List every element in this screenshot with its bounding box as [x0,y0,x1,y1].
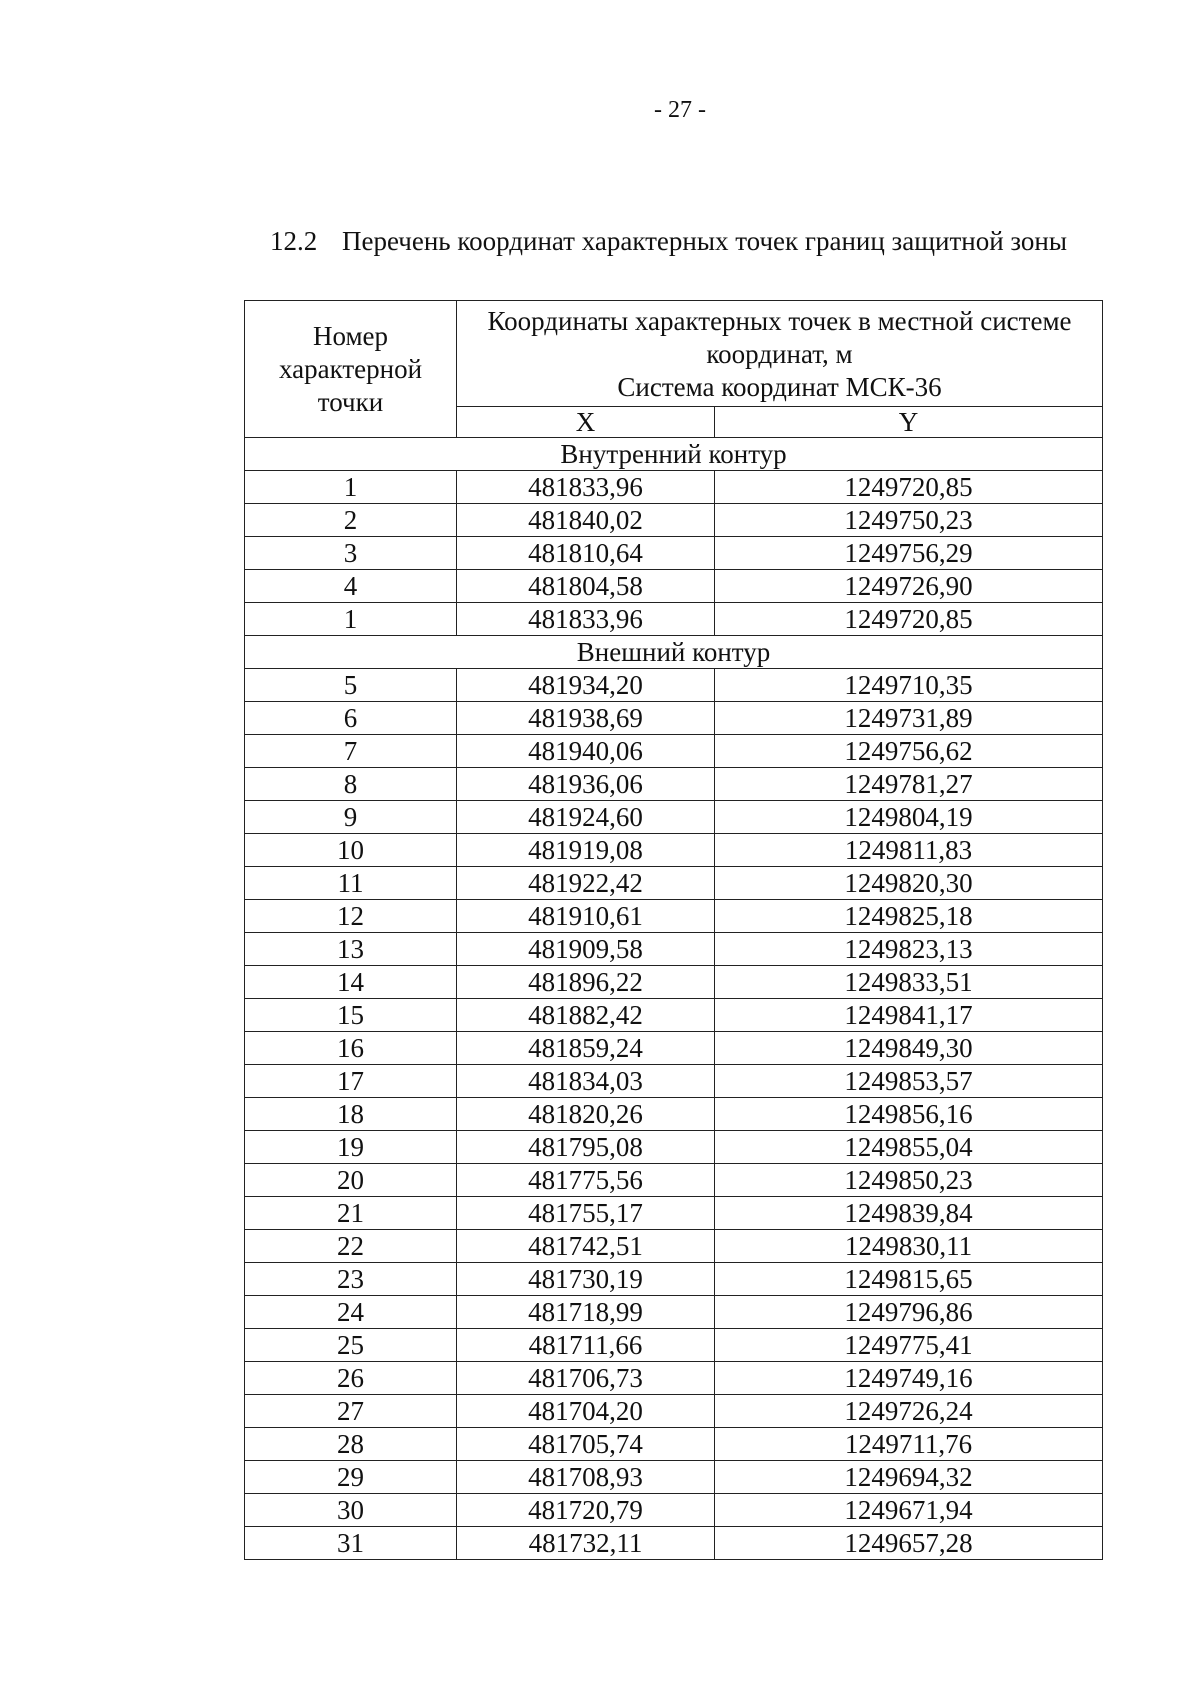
point-number-cell: 21 [245,1197,457,1230]
y-coordinate-cell: 1249726,24 [715,1395,1103,1428]
x-coordinate-cell: 481910,61 [457,900,715,933]
x-coordinate-cell: 481810,64 [457,537,715,570]
x-coordinate-cell: 481840,02 [457,504,715,537]
table-row [245,537,1103,570]
point-number-cell: 27 [245,1395,457,1428]
table-row [245,900,1103,933]
y-coordinate-cell: 1249823,13 [715,933,1103,966]
table-row [245,1098,1103,1131]
section-title: Перечень координат характерных точек границ защитной зоны [342,226,1067,256]
y-coordinate-cell: 1249756,62 [715,735,1103,768]
y-coordinate-cell: 1249850,23 [715,1164,1103,1197]
x-coordinate-cell: 481718,99 [457,1296,715,1329]
table-row [245,570,1103,603]
point-header-line: Номер [312,320,389,351]
y-coordinate-cell: 1249811,83 [715,834,1103,867]
x-coordinate-cell: 481730,19 [457,1263,715,1296]
point-number-cell: 3 [245,537,457,570]
point-number-cell: 20 [245,1164,457,1197]
y-coordinate-cell: 1249749,16 [715,1362,1103,1395]
point-number-cell: 24 [245,1296,457,1329]
section-row [245,438,1103,471]
point-number-cell: 12 [245,900,457,933]
point-number-cell: 13 [245,933,457,966]
section-row [245,636,1103,669]
point-number-cell: 8 [245,768,457,801]
table-row [245,1395,1103,1428]
x-coordinate-cell: 481742,51 [457,1230,715,1263]
y-coordinate-cell: 1249731,89 [715,702,1103,735]
point-number-cell: 22 [245,1230,457,1263]
point-number-cell: 5 [245,669,457,702]
table-row [245,1032,1103,1065]
x-coordinate-cell: 481755,17 [457,1197,715,1230]
y-coordinate-cell: 1249820,30 [715,867,1103,900]
section-number: 12.2 [270,226,318,256]
x-coordinate-cell: 481909,58 [457,933,715,966]
x-coordinate-cell: 481804,58 [457,570,715,603]
y-coordinate-cell: 1249855,04 [715,1131,1103,1164]
table-row [245,933,1103,966]
table-row [245,1263,1103,1296]
y-coordinate-cell: 1249750,23 [715,504,1103,537]
x-coordinate-cell: 481711,66 [457,1329,715,1362]
point-number-cell: 29 [245,1461,457,1494]
y-coordinate-cell: 1249781,27 [715,768,1103,801]
x-coordinate-cell: 481922,42 [457,867,715,900]
table-row [245,1164,1103,1197]
point-number-cell: 17 [245,1065,457,1098]
y-coordinate-cell: 1249711,76 [715,1428,1103,1461]
x-coordinate-cell: 481834,03 [457,1065,715,1098]
point-header-line: точки [317,386,384,417]
point-number-cell: 4 [245,570,457,603]
x-coordinate-cell: 481882,42 [457,999,715,1032]
table-row [245,834,1103,867]
point-number-cell: 14 [245,966,457,999]
y-coordinate-cell: 1249694,32 [715,1461,1103,1494]
point-number-cell: 15 [245,999,457,1032]
point-number-cell: 1 [245,471,457,504]
table-header [245,301,1103,438]
y-coordinate-cell: 1249825,18 [715,900,1103,933]
y-coordinate-cell: 1249833,51 [715,966,1103,999]
x-coordinate-cell: 481704,20 [457,1395,715,1428]
table-row [245,471,1103,504]
point-number-cell: 18 [245,1098,457,1131]
x-coordinate-cell: 481936,06 [457,768,715,801]
y-coordinate-cell: 1249710,35 [715,669,1103,702]
point-number-cell: 19 [245,1131,457,1164]
table-row [245,1329,1103,1362]
y-coordinate-cell: 1249856,16 [715,1098,1103,1131]
table-row [245,1197,1103,1230]
x-coordinate-cell: 481705,74 [457,1428,715,1461]
x-coordinate-cell: 481708,93 [457,1461,715,1494]
table-row [245,1230,1103,1263]
point-number-cell: 7 [245,735,457,768]
x-coordinate-cell: 481940,06 [457,735,715,768]
table-row [245,1527,1103,1560]
point-number-cell: 11 [245,867,457,900]
section-title-cell: Внутренний контур [245,438,1103,471]
coords-header-line: Координаты характерных точек в местной системе [487,306,1072,336]
point-number-cell: 31 [245,1527,457,1560]
table-body [245,438,1103,1560]
point-number-cell: 30 [245,1494,457,1527]
y-coordinate-cell: 1249830,11 [715,1230,1103,1263]
section-title-cell: Внешний контур [245,636,1103,669]
y-coordinate-cell: 1249849,30 [715,1032,1103,1065]
table-row [245,768,1103,801]
table-row [245,867,1103,900]
table-row [245,504,1103,537]
x-coordinate-cell: 481859,24 [457,1032,715,1065]
y-coordinate-cell: 1249756,29 [715,537,1103,570]
y-coordinate-cell: 1249726,90 [715,570,1103,603]
y-coordinate-cell: 1249853,57 [715,1065,1103,1098]
page-number: - 27 - [654,97,706,123]
point-number-cell: 28 [245,1428,457,1461]
point-number-header [245,301,457,438]
table-row [245,1494,1103,1527]
x-coordinate-cell: 481775,56 [457,1164,715,1197]
x-column-header: X [457,407,715,438]
table-row [245,966,1103,999]
point-number-cell: 6 [245,702,457,735]
x-coordinate-cell: 481896,22 [457,966,715,999]
coordinates-table [244,300,1103,1560]
table-row [245,1065,1103,1098]
table-row [245,801,1103,834]
table-row [245,1428,1103,1461]
y-coordinate-cell: 1249720,85 [715,603,1103,636]
point-number-cell: 25 [245,1329,457,1362]
x-coordinate-cell: 481934,20 [457,669,715,702]
x-coordinate-cell: 481833,96 [457,603,715,636]
point-number-cell: 16 [245,1032,457,1065]
y-coordinate-cell: 1249804,19 [715,801,1103,834]
x-coordinate-cell: 481938,69 [457,702,715,735]
point-number-cell: 26 [245,1362,457,1395]
coords-header-line: Система координат МСК-36 [617,372,942,402]
table-row [245,999,1103,1032]
x-coordinate-cell: 481919,08 [457,834,715,867]
x-coordinate-cell: 481924,60 [457,801,715,834]
table-row [245,669,1103,702]
table-row [245,1461,1103,1494]
x-coordinate-cell: 481833,96 [457,471,715,504]
y-coordinate-cell: 1249775,41 [715,1329,1103,1362]
point-header-line: характерной [278,353,423,384]
table-row [245,1296,1103,1329]
x-coordinate-cell: 481720,79 [457,1494,715,1527]
coordinates-header [457,301,1103,407]
y-coordinate-cell: 1249657,28 [715,1527,1103,1560]
coords-header-line: координат, м [706,339,853,369]
y-coordinate-cell: 1249841,17 [715,999,1103,1032]
y-column-header: Y [715,407,1103,438]
y-coordinate-cell: 1249796,86 [715,1296,1103,1329]
x-coordinate-cell: 481706,73 [457,1362,715,1395]
y-coordinate-cell: 1249815,65 [715,1263,1103,1296]
point-number-cell: 10 [245,834,457,867]
table-row [245,1131,1103,1164]
y-coordinate-cell: 1249839,84 [715,1197,1103,1230]
section-heading [270,226,1150,257]
table-row [245,702,1103,735]
table-row [245,1362,1103,1395]
point-number-cell: 23 [245,1263,457,1296]
point-number-cell: 1 [245,603,457,636]
y-coordinate-cell: 1249720,85 [715,471,1103,504]
table-row [245,735,1103,768]
x-coordinate-cell: 481732,11 [457,1527,715,1560]
table-row [245,603,1103,636]
y-coordinate-cell: 1249671,94 [715,1494,1103,1527]
point-number-cell: 9 [245,801,457,834]
x-coordinate-cell: 481795,08 [457,1131,715,1164]
x-coordinate-cell: 481820,26 [457,1098,715,1131]
point-number-cell: 2 [245,504,457,537]
